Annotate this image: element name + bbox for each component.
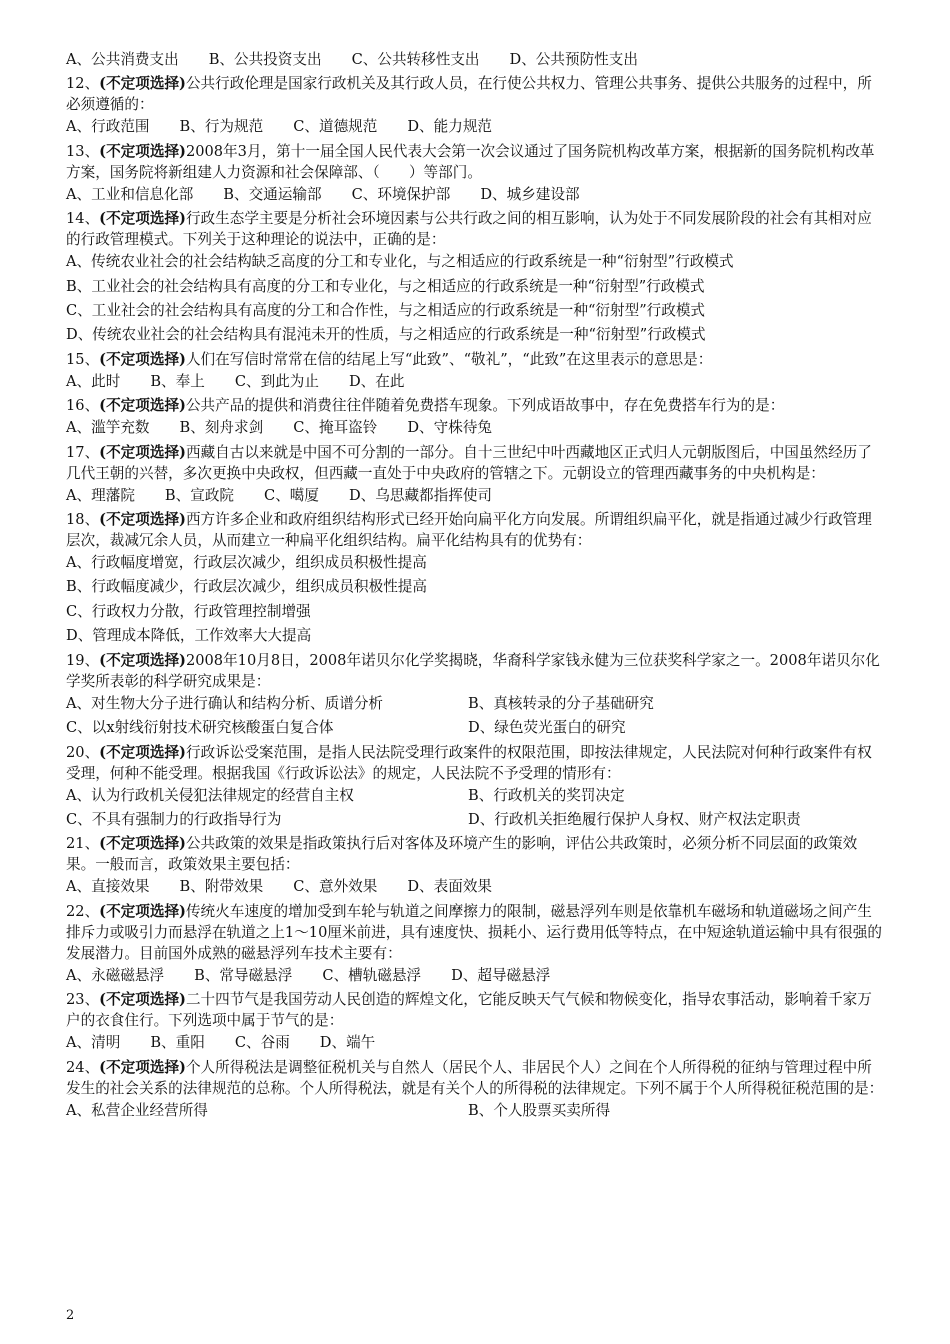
page-number: 2 (66, 1308, 75, 1323)
question-number: 17、 (66, 443, 100, 461)
question-text: 传统火车速度的增加受到车轮与轨道之间摩擦力的限制，磁悬浮列车则是依靠机车磁场和轨道磁场之间产生排斥力或吸引力而悬浮在轨道之上1～10厘米前进，具有速度快、损耗小、运行费用低等特点，在中短途轨道运输中具有很强的发展潜力。目前国外成熟的磁悬浮列车技术主要有： (66, 902, 882, 962)
option: C、谷雨 (234, 1034, 290, 1052)
option: A、私营企业经营所得 (66, 1101, 208, 1119)
option: B、重阳 (150, 1034, 205, 1052)
option: A、工业和信息化部 (66, 185, 194, 203)
option: B、行为规范 (179, 118, 264, 136)
question-20 (66, 742, 884, 784)
option: A、此时 (66, 372, 121, 390)
question-text: 二十四节气是我国劳动人民创造的辉煌文化，它能反映天气气候和物候变化，指导农事活动，影响着千家万户的衣食住行。下列选项中属于节气的是： (66, 991, 872, 1030)
question-text: 人们在写信时常常在信的结尾上写“此致”、“敬礼”，“此致”在这里表示的意思是： (185, 350, 713, 368)
option: C、行政权力分散，行政管理控制增强 (66, 602, 311, 620)
option: B、行政幅度减少，行政层次减少，组织成员积极性提高 (66, 578, 427, 596)
option: B、附带效果 (179, 878, 264, 896)
question-type-tag: (不定项选择) (99, 743, 186, 761)
question-type-tag: (不定项选择) (99, 1058, 186, 1076)
options-row (66, 716, 884, 740)
option: A、行政幅度增宽，行政层次减少，组织成员积极性提高 (66, 554, 427, 572)
question-number: 12、 (66, 75, 100, 93)
question-14 (66, 208, 884, 250)
option: A、永磁磁悬浮 (66, 966, 165, 984)
option: D、公共预防性支出 (509, 51, 638, 68)
question-number: 20、 (66, 743, 100, 761)
question-23 (66, 989, 884, 1031)
option: A、认为行政机关侵犯法律规定的经营自主权 (66, 786, 354, 804)
question-number: 15、 (66, 350, 100, 368)
option: C、工业社会的社会结构具有高度的分工和合作性，与之相适应的行政系统是一种“衍射型”行政模式 (66, 302, 706, 320)
question-type-tag: (不定项选择) (99, 350, 186, 368)
option: D、管理成本降低，工作效率大大提高 (66, 627, 312, 645)
question-text: 个人所得税法是调整征税机关与自然人（居民个人、非居民个人）之间在个人所得税的征纳与管理过程中所发生的社会关系的法律规范的总称。个人所得税法，就是有关个人的所得税的法律规定。下列不属于个人所得税征税范围的是： (66, 1058, 884, 1097)
option: B、公共投资支出 (208, 51, 322, 68)
question-type-tag: (不定项选择) (99, 835, 186, 853)
question-16 (66, 395, 884, 416)
question-number: 13、 (66, 142, 100, 160)
question-12 (66, 73, 884, 115)
option: B、刻舟求剑 (179, 419, 264, 437)
question-type-tag: (不定项选择) (99, 511, 186, 529)
options-row (66, 808, 884, 832)
question-type-tag: (不定项选择) (99, 991, 186, 1009)
option: C、环境保护部 (351, 185, 451, 203)
question-13 (66, 141, 884, 183)
question-text: 西藏自古以来就是中国不可分割的一部分。自十三世纪中叶西藏地区正式归人元朝版图后，中国虽然经历了几代王朝的兴替，多次更换中央政权，但西藏一直处于中央政府的管辖之下。元朝设立的管理西藏事务的中央机构是： (66, 443, 872, 482)
document-page (66, 48, 884, 1123)
option: C、噶厦 (264, 486, 319, 504)
option: B、行政机关的奖罚决定 (468, 786, 625, 804)
question-text: 2008年10月8日，2008年诺贝尔化学奖揭晓，华裔科学家钱永健为三位获奖科学家之一。2008年诺贝尔化学奖所表彰的科学研究成果是： (66, 651, 880, 690)
question-text: 2008年3月，第十一届全国人民代表大会第一次会议通过了国务院机构改革方案，根据新的国务院机构改革方案，国务院将新组建人力资源和社会保障部、（ ）等部门。 (66, 142, 875, 181)
question-number: 24、 (66, 1058, 100, 1076)
options-row (66, 183, 884, 207)
question-number: 22、 (66, 902, 100, 920)
question-type-tag: (不定项选择) (99, 443, 186, 461)
option: C、意外效果 (293, 878, 378, 896)
question-text: 西方许多企业和政府组织结构形式已经开始向扁平化方向发展。所谓组织扁平化，就是指通过减少行政管理层次，裁减冗余人员，从而建立一种扁平化组织结构。扁平化结构具有的优势有： (66, 511, 872, 550)
options-row (66, 370, 884, 394)
options-row (66, 964, 884, 988)
option: D、传统农业社会的社会结构具有混沌未开的性质，与之相适应的行政系统是一种“衍射型”行政模式 (66, 326, 706, 344)
option: B、常导磁悬浮 (194, 966, 293, 984)
option: D、在此 (348, 372, 405, 390)
option: D、行政机关拒绝履行保护人身权、财产权法定职责 (468, 810, 801, 828)
question-number: 16、 (66, 397, 100, 415)
question-type-tag: (不定项选择) (99, 651, 186, 669)
option: D、端午 (319, 1034, 376, 1052)
question-17 (66, 442, 884, 484)
option: D、乌思藏都指挥使司 (348, 486, 493, 504)
option: D、城乡建设部 (480, 185, 580, 203)
option: C、到此为止 (234, 372, 319, 390)
option: B、工业社会的社会结构具有高度的分工和专业化，与之相适应的行政系统是一种“衍射型”行政模式 (66, 277, 705, 295)
option: B、交通运输部 (223, 185, 322, 203)
question-number: 18、 (66, 511, 100, 529)
option: C、公共转移性支出 (351, 51, 480, 68)
question-type-tag: (不定项选择) (99, 210, 186, 228)
question-15 (66, 349, 884, 370)
question-number: 21、 (66, 835, 100, 853)
question-number: 23、 (66, 991, 100, 1009)
question-text: 行政诉讼受案范围，是指人民法院受理行政案件的权限范围，即按法律规定，人民法院对何种行政案件有权受理，何种不能受理。根据我国《行政诉讼法》的规定，人民法院不予受理的情形有： (66, 743, 872, 782)
option: B、真核转录的分子基础研究 (468, 694, 654, 712)
option: A、行政范围 (66, 118, 150, 136)
question-22 (66, 901, 884, 964)
option: D、绿色荧光蛋白的研究 (468, 719, 626, 737)
options-row (66, 1031, 884, 1055)
option: B、宣政院 (164, 486, 235, 504)
options-row (66, 875, 884, 899)
question-type-tag: (不定项选择) (99, 397, 186, 415)
option: D、表面效果 (407, 878, 493, 896)
option: D、能力规范 (407, 118, 493, 136)
option: C、道德规范 (293, 118, 378, 136)
options-row (66, 784, 884, 808)
q11-options (66, 48, 884, 72)
options-row (66, 1099, 884, 1123)
question-type-tag: (不定项选择) (99, 902, 186, 920)
question-type-tag: (不定项选择) (99, 75, 186, 93)
question-text: 公共政策的效果是指政策执行后对客体及环境产生的影响，评估公共政策时，必须分析不同层面的政策效果。一般而言，政策效果主要包括： (66, 835, 858, 874)
options-row (66, 115, 884, 139)
option: C、不具有强制力的行政指导行为 (66, 810, 282, 828)
question-type-tag: (不定项选择) (99, 142, 186, 160)
question-text: 公共产品的提供和消费往往伴随着免费搭车现象。下列成语故事中，存在免费搭车行为的是： (185, 397, 785, 415)
options-row (66, 416, 884, 440)
option: C、掩耳盗铃 (293, 419, 378, 437)
option: C、以x射线衍射技术研究核酸蛋白复合体 (66, 719, 334, 737)
question-text: 公共行政伦理是国家行政机关及其行政人员，在行使公共权力、管理公共事务、提供公共服务的过程中，所必须遵循的： (66, 75, 872, 114)
option: A、清明 (66, 1034, 121, 1052)
question-19 (66, 650, 884, 692)
option: B、奉上 (150, 372, 205, 390)
options-row (66, 484, 884, 508)
option: A、对生物大分子进行确认和结构分析、质谱分析 (66, 694, 384, 712)
question-24 (66, 1057, 884, 1099)
option: B、个人股票买卖所得 (468, 1101, 611, 1119)
question-18 (66, 509, 884, 551)
option: A、直接效果 (66, 878, 150, 896)
question-number: 14、 (66, 210, 100, 228)
option: A、传统农业社会的社会结构缺乏高度的分工和专业化，与之相适应的行政系统是一种“衍射型”行政模式 (66, 253, 734, 271)
question-number: 19、 (66, 651, 100, 669)
option: D、超导磁悬浮 (451, 966, 551, 984)
options-row (66, 692, 884, 716)
question-text: 行政生态学主要是分析社会环境因素与公共行政之间的相互影响，认为处于不同发展阶段的社会有其相对应的行政管理模式。下列关于这种理论的说法中，正确的是： (66, 210, 872, 249)
question-21 (66, 833, 884, 875)
option: A、公共消费支出 (66, 51, 179, 68)
option: A、理藩院 (66, 486, 135, 504)
option: A、滥竽充数 (66, 419, 150, 437)
option: D、守株待兔 (407, 419, 493, 437)
option: C、槽轨磁悬浮 (322, 966, 422, 984)
